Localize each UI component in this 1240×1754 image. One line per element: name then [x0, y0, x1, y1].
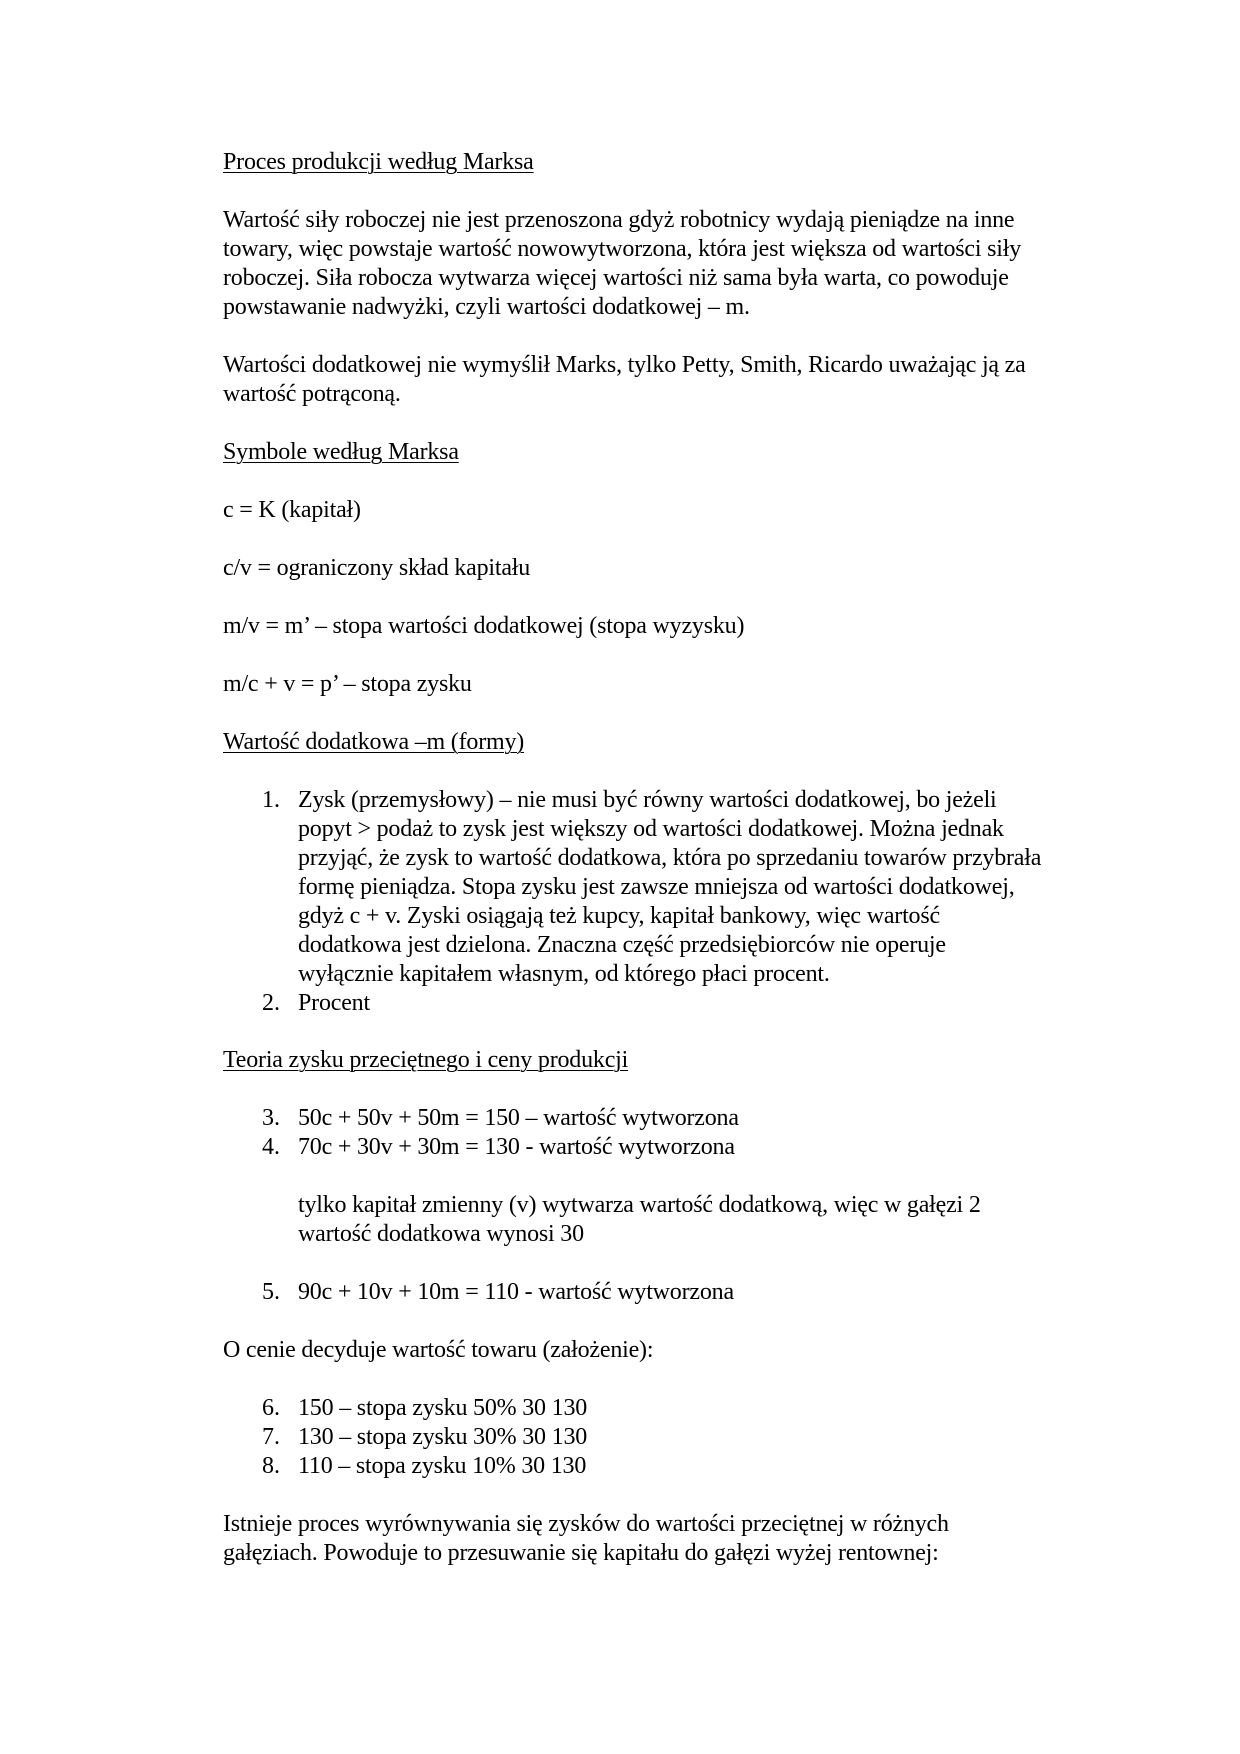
- section-heading-teoria-zysku: Teoria zysku przeciętnego i ceny produkcji: [223, 1047, 629, 1073]
- paragraph-line: roboczej. Siła robocza wytwarza więcej wartości niż sama była warta, co powoduje: [223, 265, 1009, 291]
- list-number: 7.: [262, 1424, 280, 1450]
- paragraph-line: gałęziach. Powoduje to przesuwanie się kapitału do gałęzi wyżej rentownej:: [223, 1540, 939, 1566]
- note-line: wartość dodatkowa wynosi 30: [298, 1221, 584, 1247]
- section-heading-proces: Proces produkcji według Marksa: [223, 149, 534, 175]
- paragraph-line: Wartości dodatkowej nie wymyślił Marks, tylko Petty, Smith, Ricardo uważając ją za: [223, 352, 1026, 378]
- formula-line: c = K (kapitał): [223, 497, 361, 523]
- list-item-line: wyłącznie kapitałem własnym, od którego płaci procent.: [298, 961, 830, 987]
- list-item-line: 70c + 30v + 30m = 130 - wartość wytworzona: [298, 1134, 735, 1160]
- list-number: 4.: [262, 1134, 280, 1160]
- paragraph-line: powstawanie nadwyżki, czyli wartości dodatkowej – m.: [223, 294, 750, 320]
- list-item-line: popyt > podaż to zysk jest większy od wartości dodatkowej. Można jednak: [298, 816, 1004, 842]
- list-item-line: formę pieniądza. Stopa zysku jest zawsze mniejsza od wartości dodatkowej,: [298, 874, 1015, 900]
- list-item-line: 90c + 10v + 10m = 110 - wartość wytworzona: [298, 1279, 734, 1305]
- paragraph-line: O cenie decyduje wartość towaru (założenie):: [223, 1337, 654, 1363]
- note-line: tylko kapitał zmienny (v) wytwarza wartość dodatkową, więc w gałęzi 2: [298, 1192, 981, 1218]
- list-item-line: 110 – stopa zysku 10% 30 130: [298, 1453, 587, 1479]
- list-number: 5.: [262, 1279, 280, 1305]
- list-item-line: Zysk (przemysłowy) – nie musi być równy wartości dodatkowej, bo jeżeli: [298, 787, 997, 813]
- list-item-line: przyjąć, że zysk to wartość dodatkowa, która po sprzedaniu towarów przybrała: [298, 845, 1042, 871]
- paragraph-line: Istnieje proces wyrównywania się zysków do wartości przeciętnej w różnych: [223, 1511, 949, 1537]
- formula-line: c/v = ograniczony skład kapitału: [223, 555, 531, 581]
- list-number: 3.: [262, 1105, 280, 1131]
- paragraph-line: towary, więc powstaje wartość nowowytworzona, która jest większa od wartości siły: [223, 236, 1022, 262]
- list-item-line: gdyż c + v. Zyski osiągają też kupcy, kapitał bankowy, więc wartość: [298, 903, 940, 929]
- list-number: 6.: [262, 1395, 280, 1421]
- section-heading-symbole: Symbole według Marksa: [223, 439, 459, 465]
- formula-line: m/v = m’ – stopa wartości dodatkowej (stopa wyzysku): [223, 613, 745, 639]
- list-item-line: 50c + 50v + 50m = 150 – wartość wytworzona: [298, 1105, 739, 1131]
- formula-line: m/c + v = p’ – stopa zysku: [223, 671, 472, 697]
- list-number: 8.: [262, 1453, 280, 1479]
- section-heading-wartosc-dodatkowa: Wartość dodatkowa –m (formy): [223, 729, 525, 755]
- list-item-line: dodatkowa jest dzielona. Znaczna część przedsiębiorców nie operuje: [298, 932, 946, 958]
- paragraph-line: wartość potrąconą.: [223, 381, 401, 407]
- paragraph-line: Wartość siły roboczej nie jest przenoszona gdyż robotnicy wydają pieniądze na inne: [223, 207, 1015, 233]
- list-item-line: 150 – stopa zysku 50% 30 130: [298, 1395, 588, 1421]
- list-number: 2.: [262, 990, 280, 1016]
- list-item-line: Procent: [298, 990, 370, 1016]
- list-item-line: 130 – stopa zysku 30% 30 130: [298, 1424, 588, 1450]
- list-number: 1.: [262, 787, 280, 813]
